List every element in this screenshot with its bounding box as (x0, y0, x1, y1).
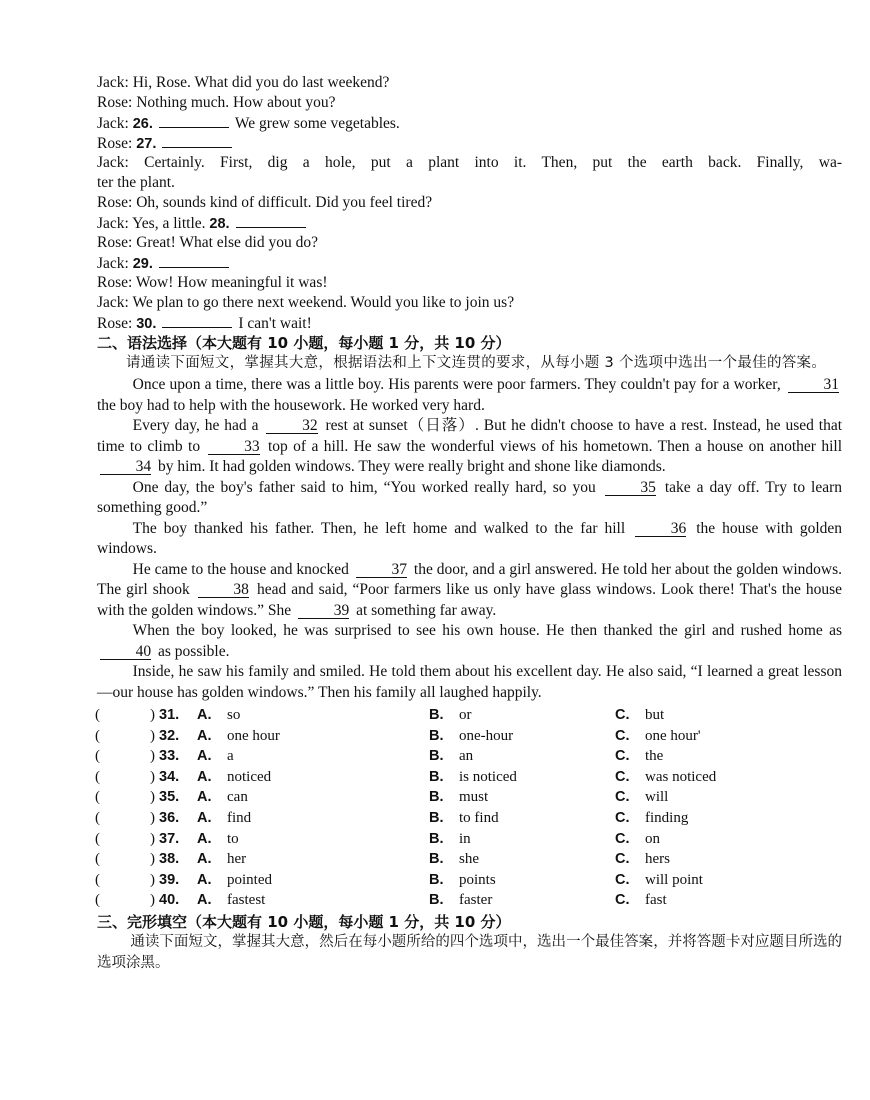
option-text: fastest (227, 892, 266, 909)
question-number: 39. (159, 871, 180, 888)
paren-open: ( (95, 851, 100, 868)
dialogue-line (97, 73, 842, 93)
option-a (197, 705, 429, 725)
option-text: pointed (227, 871, 272, 888)
answer-blank (162, 313, 232, 328)
option-text: but (645, 707, 665, 723)
dialogue-text: We grew some vegetables. (234, 115, 400, 132)
option-text: she (459, 851, 479, 868)
dialogue-line (97, 153, 842, 173)
option-letter: A. (197, 871, 212, 888)
question-number: 40. (159, 892, 180, 909)
option-a (197, 808, 429, 828)
answer-parentheses (95, 890, 159, 910)
speaker-name: Jack: (97, 115, 133, 132)
option-text: was noticed (645, 768, 717, 785)
dialogue-line (97, 93, 842, 113)
option-b (429, 746, 615, 766)
answer-parentheses (95, 705, 159, 725)
dialogue-line (97, 233, 842, 253)
passage-text: Once upon a time, there was a little boy. His parents were poor farmers. They couldn't pay for a worker, (132, 376, 781, 393)
paren-close: ) (150, 707, 155, 723)
option-text: one hour (227, 727, 280, 744)
answer-blank (162, 133, 232, 148)
option-letter: B. (429, 727, 444, 744)
option-letter: C. (615, 727, 630, 744)
option-letter: C. (615, 830, 630, 847)
section-3-title: 三、完形填空（本大题有 10 小题，每小题 1 分，共 10 分） (97, 912, 511, 931)
passage-text: the boy had to help with the housework. He worked very hard. (97, 396, 485, 414)
dialogue-text: Hi, Rose. What did you do last weekend? (132, 74, 390, 91)
passage-paragraph (97, 375, 842, 416)
dialogue-text: Wow! How meaningful it was! (135, 274, 328, 291)
blank-33: 33 (208, 439, 259, 455)
option-letter: B. (429, 851, 444, 868)
passage-text: head and said, “Poor farmers like us only have glass windows. Look there! That's the house with the golden windows.” She (97, 581, 843, 619)
option-letter: B. (429, 707, 444, 723)
exam-page (97, 73, 842, 974)
paren-open: ( (95, 748, 100, 765)
question-row (97, 890, 842, 911)
passage-text: top of a hill. He saw the wonderful views of his hometown. Then a house on another hill (267, 437, 843, 455)
answer-blank (159, 253, 229, 268)
option-letter: A. (197, 830, 212, 847)
option-a (197, 787, 429, 807)
blank-40: 40 (100, 644, 151, 660)
question-row (97, 705, 842, 726)
speaker-name: Jack: (97, 215, 133, 232)
question-number: 30. (136, 316, 157, 332)
section-2-title: 二、语法选择（本大题有 10 小题，每小题 1 分，共 10 分） (97, 334, 511, 352)
option-text: points (459, 871, 496, 888)
option-letter: C. (615, 789, 630, 806)
passage-text: Inside, he saw his family and smiled. He told them about his excellent day. He also said, “I learned a great lesson—our house has golden windows.” Then his family all laughed happily. (97, 663, 842, 701)
question-row (97, 870, 842, 891)
paren-close: ) (150, 789, 155, 806)
dialogue-line (97, 113, 842, 133)
answer-blank (159, 113, 229, 128)
passage-text: One day, the boy's father said to him, “You worked really hard, so you (132, 478, 596, 496)
option-b (429, 829, 615, 849)
option-b (429, 767, 615, 787)
option-text: must (459, 789, 489, 806)
dialogue-line (97, 213, 842, 233)
option-b (429, 705, 615, 725)
question-number: 36. (159, 809, 180, 826)
option-c (615, 849, 815, 869)
passage-text: He came to the house and knocked (132, 560, 349, 578)
option-text: an (459, 748, 474, 765)
paren-close: ) (150, 727, 155, 744)
speaker-name: Jack: (97, 294, 133, 311)
speaker-name: Rose: (97, 274, 136, 291)
passage-paragraph (97, 621, 842, 662)
option-text: one-hour (459, 727, 514, 744)
question-number: 27. (136, 136, 157, 152)
option-text: hers (645, 851, 670, 868)
blank-35: 35 (605, 480, 656, 496)
question-row (97, 849, 842, 870)
speaker-name: Rose: (97, 94, 137, 111)
passage-text: take a day off. Try to learn something good.” (97, 478, 843, 516)
blank-31: 31 (788, 377, 839, 393)
option-letter: B. (429, 830, 444, 847)
option-b (429, 870, 615, 890)
dialogue-line (97, 133, 842, 153)
question-number: 35. (159, 789, 180, 806)
option-letter: B. (429, 768, 444, 785)
answer-parentheses (95, 870, 159, 890)
answer-blank (236, 213, 306, 228)
answer-parentheses (95, 746, 159, 766)
option-letter: B. (429, 809, 444, 826)
speaker-name: Rose: (97, 234, 137, 251)
question-number: 32. (159, 727, 180, 744)
answer-parentheses (95, 829, 159, 849)
option-b (429, 890, 615, 910)
question-number: 37. (159, 830, 180, 847)
paren-close: ) (150, 768, 155, 785)
option-c (615, 705, 815, 725)
dialogue-text: Nothing much. How about you? (136, 94, 336, 111)
paren-close: ) (150, 748, 155, 765)
option-letter: C. (615, 748, 630, 765)
paren-close: ) (150, 809, 155, 826)
passage-text: as possible. (158, 642, 230, 660)
speaker-name: Jack: (97, 74, 133, 91)
blank-36: 36 (635, 521, 686, 537)
paren-open: ( (95, 727, 100, 744)
passage-paragraph (97, 662, 842, 703)
option-letter: B. (429, 789, 444, 806)
option-letter: C. (615, 851, 630, 868)
option-b (429, 808, 615, 828)
passage-text: the door, and a girl answered. He told her about the golden windows. The girl shook (97, 560, 843, 598)
option-letter: C. (615, 809, 630, 826)
speaker-name: Rose: (97, 315, 137, 332)
passage-text: by him. It had golden windows. They were really bright and shone like diamonds. (158, 458, 666, 475)
paren-close: ) (150, 830, 155, 847)
option-letter: B. (429, 892, 444, 909)
question-number: 28. (209, 216, 230, 232)
paren-open: ( (95, 768, 100, 785)
dialogue-text: Great! What else did you do? (136, 234, 318, 251)
option-letter: A. (197, 768, 212, 785)
paren-open: ( (95, 707, 100, 723)
dialogue-text: Oh, sounds kind of difficult. Did you feel tired? (136, 194, 433, 211)
dialogue-text: Yes, a little. (132, 215, 210, 232)
question-number: 34. (159, 768, 180, 785)
option-text: is noticed (459, 768, 517, 785)
dialogue-line (97, 253, 842, 273)
section-3-instruction: 通读下面短文，掌握其大意，然后在每小题所给的四个选项中，选出一个最佳答案，并将答题卡对应题目所选的选项涂黑。 (97, 933, 842, 971)
speaker-name: Jack: (97, 255, 133, 272)
question-number: 31. (159, 707, 180, 723)
dialogue-line (97, 313, 842, 333)
passage-paragraph (97, 478, 842, 519)
passage-paragraph (97, 560, 842, 622)
blank-37: 37 (356, 562, 407, 578)
option-letter: A. (197, 809, 212, 826)
paren-close: ) (150, 851, 155, 868)
option-text: will point (645, 871, 703, 888)
question-row (97, 746, 842, 767)
answer-parentheses (95, 849, 159, 869)
option-b (429, 726, 615, 746)
answer-parentheses (95, 787, 159, 807)
option-a (197, 829, 429, 849)
dialogue-line-continued: ter the plant. (97, 174, 175, 191)
option-b (429, 787, 615, 807)
question-number: 33. (159, 748, 180, 765)
question-row (97, 767, 842, 788)
option-text: finding (645, 809, 689, 826)
option-c (615, 726, 815, 746)
dialogue-line (97, 273, 842, 293)
answer-parentheses (95, 767, 159, 787)
option-text: a (227, 748, 234, 765)
passage-text: When the boy looked, he was surprised to see his own house. He then thanked the girl and rushed home as (132, 622, 842, 639)
option-text: her (227, 851, 247, 868)
answer-parentheses (95, 726, 159, 746)
option-text: in (459, 830, 471, 847)
option-letter: C. (615, 892, 630, 909)
option-text: can (227, 789, 248, 806)
paren-open: ( (95, 789, 100, 806)
dialogue-text: We plan to go there next weekend. Would you like to join us? (132, 294, 515, 311)
option-letter: C. (615, 768, 630, 785)
option-a (197, 746, 429, 766)
paren-open: ( (95, 871, 100, 888)
option-letter: A. (197, 851, 212, 868)
option-text: one hour' (645, 727, 701, 744)
option-text: the (645, 748, 664, 765)
option-letter: A. (197, 789, 212, 806)
option-c (615, 767, 815, 787)
option-c (615, 870, 815, 890)
option-text: noticed (227, 768, 272, 785)
paren-close: ) (150, 892, 155, 909)
passage-paragraph (97, 416, 842, 478)
option-text: to find (459, 809, 499, 826)
option-text: so (227, 707, 241, 723)
option-c (615, 890, 815, 910)
option-a (197, 767, 429, 787)
answer-parentheses (95, 808, 159, 828)
blank-39: 39 (298, 603, 349, 619)
question-row (97, 808, 842, 829)
option-letter: C. (615, 871, 630, 888)
question-number: 38. (159, 851, 180, 868)
paren-open: ( (95, 830, 100, 847)
dialogue-text: I can't wait! (238, 315, 312, 332)
passage-text: rest at sunset（日落）. But he didn't choose to have a rest. Instead, he used that time to climb to (97, 417, 843, 455)
option-c (615, 746, 815, 766)
option-letter: C. (615, 707, 630, 723)
dialogue-line (97, 193, 842, 213)
blank-38: 38 (198, 582, 249, 598)
passage-text: The boy thanked his father. Then, he left home and walked to the far hill (132, 519, 626, 537)
passage-paragraph (97, 519, 842, 560)
passage-text: at something far away. (356, 601, 497, 619)
option-a (197, 849, 429, 869)
question-row (97, 829, 842, 850)
question-number: 26. (132, 116, 153, 132)
options-list (97, 705, 842, 911)
blank-34: 34 (100, 459, 151, 475)
option-letter: B. (429, 748, 444, 765)
option-letter: A. (197, 727, 212, 744)
dialogue-text: Certainly. First, dig a hole, put a plant into it. Then, put the earth back. Finally, wa- (144, 154, 842, 171)
option-text: fast (645, 892, 667, 909)
option-c (615, 808, 815, 828)
dialogue-section (97, 73, 842, 333)
option-text: will (645, 789, 669, 806)
paren-open: ( (95, 809, 100, 826)
speaker-name: Rose: (97, 194, 137, 211)
speaker-name: Jack: (97, 154, 145, 171)
option-text: on (645, 830, 660, 847)
option-text: to (227, 830, 239, 847)
option-letter: A. (197, 707, 212, 723)
dialogue-line (97, 293, 842, 313)
option-a (197, 870, 429, 890)
section-2-instruction: 请通读下面短文，掌握其大意，根据语法和上下文连贯的要求，从每小题 3 个选项中选出一个最佳的答案。 (126, 355, 827, 371)
option-c (615, 787, 815, 807)
option-letter: B. (429, 871, 444, 888)
option-letter: A. (197, 892, 212, 909)
option-letter: A. (197, 748, 212, 765)
question-number: 29. (132, 256, 153, 272)
option-text: find (227, 809, 252, 826)
option-text: or (459, 707, 472, 723)
passage-text: Every day, he had a (132, 417, 259, 434)
reading-passage (97, 375, 842, 703)
blank-32: 32 (266, 418, 317, 434)
option-b (429, 849, 615, 869)
question-row (97, 787, 842, 808)
speaker-name: Rose: (97, 135, 137, 152)
option-a (197, 726, 429, 746)
question-row (97, 726, 842, 747)
paren-open: ( (95, 892, 100, 909)
option-c (615, 829, 815, 849)
passage-text: the house with golden windows. (97, 519, 843, 557)
option-text: faster (459, 892, 493, 909)
paren-close: ) (150, 871, 155, 888)
option-a (197, 890, 429, 910)
